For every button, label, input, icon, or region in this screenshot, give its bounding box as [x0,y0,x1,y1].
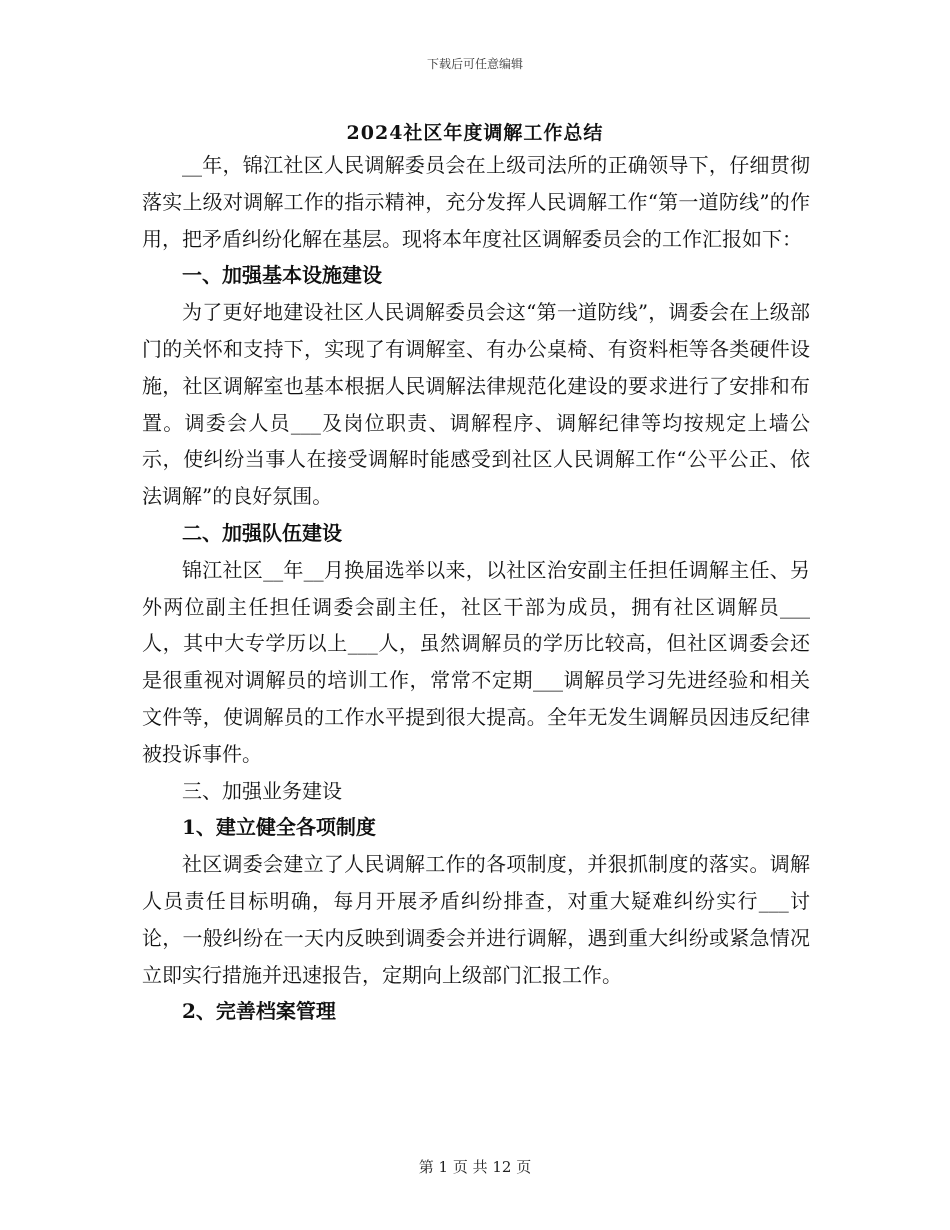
intro-paragraph: __年，锦江社区人民调解委员会在上级司法所的正确领导下，仔细贯彻落实上级对调解工作的指示精神，充分发挥人民调解工作“第一道防线”的作用，把矛盾纠纷化解在基层。现将本年度社区调解委员会的工作汇报如下： [142,153,810,251]
section-1-heading: 一、加强基本设施建设 [182,263,382,288]
section-3-1-heading: 1、建立健全各项制度 [182,815,376,840]
section-1-paragraph: 为了更好地建设社区人民调解委员会这“第一道防线”，调委会在上级部门的关怀和支持下，实现了有调解室、有办公桌椅、有资料柜等各类硬件设施，社区调解室也基本根据人民调解法律规范化建设的要求进行了安排和布置。调委会人员___及岗位职责、调解程序、调解纪律等均按规定上墙公示，使纠纷当事人在接受调解时能感受到社区人民调解工作“公平公正、依法调解”的良好氛围。 [142,300,810,509]
section-2-paragraph: 锦江社区__年__月换届选举以来，以社区治安副主任担任调解主任、另外两位副主任担任调委会副主任，社区干部为成员，拥有社区调解员___人，其中大专学历以上___人，虽然调解员的学历比较高，但社区调委会还是很重视对调解员的培训工作，常常不定期___调解员学习先进经验和相关文件等，使调解员的工作水平提到很大提高。全年无发生调解员因违反纪律被投诉事件。 [142,557,810,766]
document-body [142,147,810,1030]
section-3-1-paragraph: 社区调委会建立了人民调解工作的各项制度，并狠抓制度的落实。调解人员责任目标明确，每月开展矛盾纠纷排查，对重大疑难纠纷实行___讨论，一般纠纷在一天内反映到调委会并进行调解，遇到重大纠纷或紧急情况立即实行措施并迅速报告，定期向上级部门汇报工作。 [142,852,810,987]
section-3-heading: 三、加强业务建设 [182,778,342,803]
document-title: 2024社区年度调解工作总结 [346,122,604,144]
section-3-2-heading: 2、完善档案管理 [182,999,336,1024]
page-header-note: 下载后可任意编辑 [426,57,523,71]
section-2-heading: 二、加强队伍建设 [182,520,342,545]
page-number-footer: 第 1 页 共 12 页 [418,1158,532,1176]
